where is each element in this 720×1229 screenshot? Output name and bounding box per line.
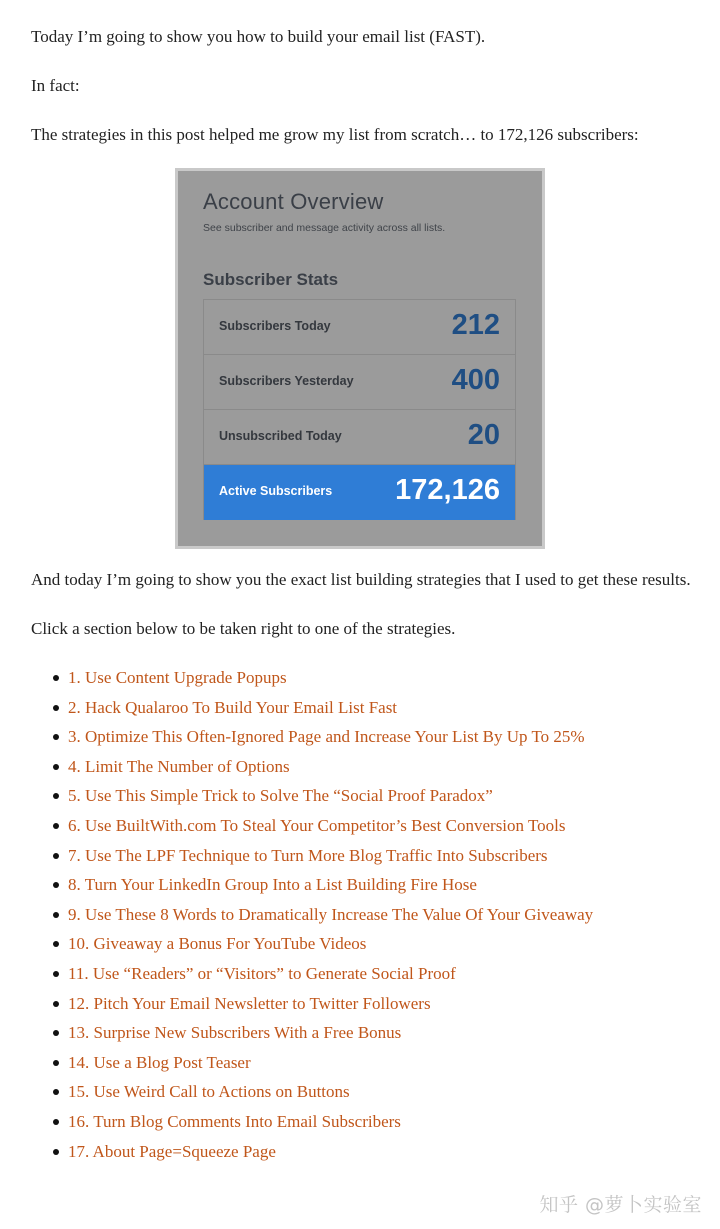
- bullet-icon: [53, 1089, 59, 1095]
- toc-link-7[interactable]: 7. Use The LPF Technique to Turn More Blog Traffic Into Subscribers: [68, 845, 548, 865]
- bullet-icon: [53, 793, 59, 799]
- stat-label: Active Subscribers: [219, 484, 333, 498]
- toc-link-9[interactable]: 9. Use These 8 Words to Dramatically Increase The Value Of Your Giveaway: [68, 904, 594, 924]
- bullet-icon: [53, 882, 59, 888]
- toc-link-1[interactable]: 1. Use Content Upgrade Popups: [68, 668, 287, 687]
- toc-link-14[interactable]: 14. Use a Blog Post Teaser: [68, 1052, 251, 1072]
- account-overview-subtitle: See subscriber and message activity across all lists.: [203, 222, 446, 234]
- toc-link-6[interactable]: 6. Use BuiltWith.com To Steal Your Competitor’s Best Conversion Tools: [68, 815, 566, 835]
- account-overview-screenshot: [175, 168, 545, 549]
- bullet-icon: [53, 941, 59, 947]
- toc-item: [31, 781, 691, 811]
- toc-item: [31, 1048, 691, 1078]
- stat-row-subscribers-today: [204, 300, 515, 355]
- stat-label: Subscribers Yesterday: [219, 374, 354, 388]
- watermark-text: 知乎 @萝卜实验室: [539, 1194, 702, 1216]
- toc-item: [31, 959, 691, 989]
- toc-link-12[interactable]: 12. Pitch Your Email Newsletter to Twitter Followers: [68, 993, 431, 1013]
- account-overview-title: Account Overview: [203, 189, 384, 214]
- stat-value: 400: [451, 364, 500, 396]
- toc-item: [31, 693, 691, 723]
- toc-item: [31, 1018, 691, 1048]
- exact-strategies-paragraph: And today I’m going to show you the exact list building strategies that I used to get these results.: [31, 570, 691, 589]
- bullet-icon: [53, 705, 59, 711]
- toc-link-11[interactable]: 11. Use “Readers” or “Visitors” to Generate Social Proof: [68, 963, 456, 983]
- stat-value: 212: [451, 309, 500, 341]
- toc-link-10[interactable]: 10. Giveaway a Bonus For YouTube Videos: [68, 934, 367, 954]
- toc-link-4[interactable]: 4. Limit The Number of Options: [68, 756, 290, 776]
- bullet-icon: [53, 1119, 59, 1125]
- bullet-icon: [53, 971, 59, 977]
- toc-item: [31, 1107, 691, 1137]
- stat-value: 172,126: [395, 474, 500, 506]
- toc-item: [31, 841, 691, 871]
- bullet-icon: [53, 1030, 59, 1036]
- stat-label: Subscribers Today: [219, 319, 331, 333]
- toc-link-5[interactable]: 5. Use This Simple Trick to Solve The “Social Proof Paradox”: [68, 786, 493, 806]
- after-figure-section: [31, 565, 691, 1166]
- toc-item: [31, 752, 691, 782]
- subscriber-stats-heading: Subscriber Stats: [203, 270, 339, 289]
- bullet-icon: [53, 675, 59, 681]
- bullet-icon: [53, 912, 59, 918]
- toc-link-13[interactable]: 13. Surprise New Subscribers With a Free Bonus: [68, 1023, 402, 1043]
- toc-item: [31, 989, 691, 1019]
- intro-section: [31, 22, 691, 169]
- toc-link-15[interactable]: 15. Use Weird Call to Actions on Buttons: [68, 1082, 350, 1102]
- toc-item: [31, 1137, 691, 1167]
- toc-item: [31, 722, 691, 752]
- bullet-icon: [53, 764, 59, 770]
- bullet-icon: [53, 734, 59, 740]
- toc-link-16[interactable]: 16. Turn Blog Comments Into Email Subscribers: [68, 1111, 401, 1131]
- bullet-icon: [53, 853, 59, 859]
- stat-value: 20: [467, 419, 500, 451]
- toc-item: [31, 811, 691, 841]
- intro-paragraph: Today I’m going to show you how to build your email list (FAST).: [31, 27, 486, 46]
- stat-row-subscribers-yesterday: [204, 355, 515, 410]
- toc-item: [31, 663, 691, 693]
- table-of-contents: [31, 663, 691, 1166]
- toc-item: [31, 870, 691, 900]
- bullet-icon: [53, 1149, 59, 1155]
- toc-link-2[interactable]: 2. Hack Qualaroo To Build Your Email List Fast: [68, 697, 398, 717]
- stat-row-unsubscribed-today: [204, 410, 515, 465]
- in-fact-paragraph: In fact:: [31, 76, 80, 95]
- toc-link-8[interactable]: 8. Turn Your LinkedIn Group Into a List Building Fire Hose: [68, 875, 477, 895]
- toc-item: [31, 1077, 691, 1107]
- bullet-icon: [53, 1001, 59, 1007]
- click-section-paragraph: Click a section below to be taken right to one of the strategies.: [31, 619, 456, 638]
- toc-link-3[interactable]: 3. Optimize This Often-Ignored Page and Increase Your List By Up To 25%: [68, 727, 585, 747]
- toc-item: [31, 929, 691, 959]
- toc-item: [31, 900, 691, 930]
- toc-link-17[interactable]: 17. About Page=Squeeze Page: [68, 1141, 276, 1161]
- subscriber-stats-table: [203, 299, 516, 520]
- strategies-paragraph: The strategies in this post helped me grow my list from scratch… to 172,126 subscribers:: [31, 125, 639, 144]
- bullet-icon: [53, 823, 59, 829]
- bullet-icon: [53, 1060, 59, 1066]
- stat-label: Unsubscribed Today: [219, 429, 342, 443]
- stat-row-active-subscribers: [204, 465, 515, 520]
